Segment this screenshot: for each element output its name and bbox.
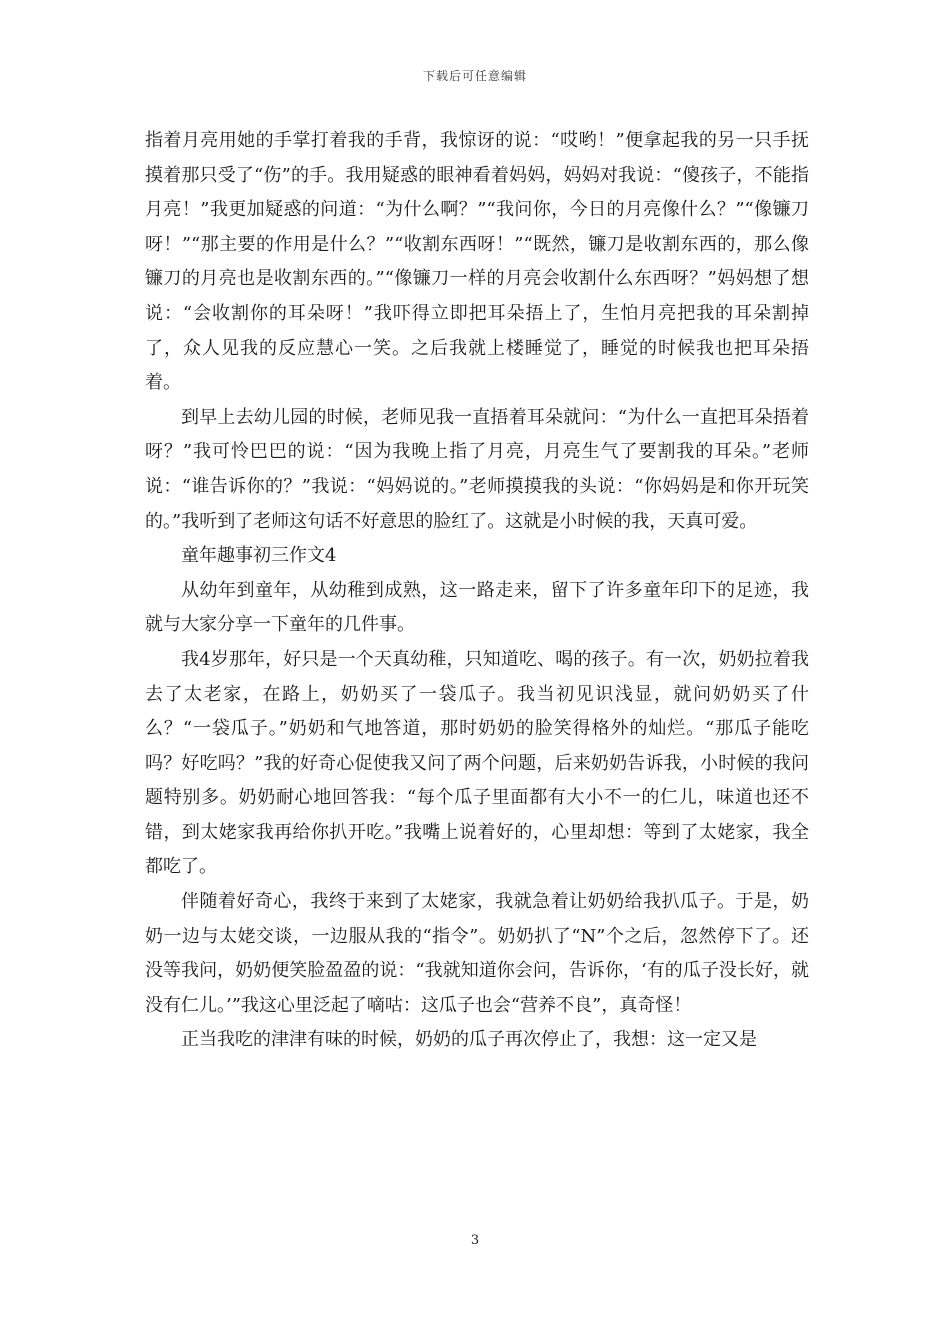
document-body: [145, 124, 809, 1058]
paragraph: 从幼年到童年，从幼稚到成熟，这一路走来，留下了许多童年印下的足迹，我就与大家分享一下童年的几件事。: [145, 579, 809, 636]
section-heading: 童年趣事初三作文4: [181, 545, 337, 567]
paragraph: 我4岁那年，好只是一个天真幼稚，只知道吃、喝的孩子。有一次，奶奶拉着我去了太老家，在路上，奶奶买了一袋瓜子。我当初见识浅显，就问奶奶买了什么？“一袋瓜子。”奶奶和气地答道，那时奶奶的脸笑得格外的灿烂。“那瓜子能吃吗？好吃吗？”我的好奇心促使我又问了两个问题，后来奶奶告诉我，小时候的我问题特别多。奶奶耐心地回答我：“每个瓜子里面都有大小不一的仁儿，味道也还不错，到太姥家我再给你扒开吃。”我嘴上说着好的，心里却想：等到了太姥家，我全都吃了。: [145, 648, 809, 878]
page-header: 下载后可任意编辑: [422, 69, 527, 83]
page-number: 3: [470, 1233, 480, 1248]
paragraph-continued: 指着月亮用她的手掌打着我的手背，我惊讶的说：“哎哟！”便拿起我的另一只手抚摸着那只受了“伤”的手。我用疑惑的眼神看着妈妈，妈妈对我说：“傻孩子，不能指月亮！”我更加疑惑的问道：“为什么啊？”“我问你，今日的月亮像什么？”“像镰刀呀！”“那主要的作用是什么？”“收割东西呀！”“既然，镰刀是收割东西的，那么像镰刀的月亮也是收割东西的。”“像镰刀一样的月亮会收割什么东西呀？”妈妈想了想说：“会收割你的耳朵呀！”我吓得立即把耳朵捂上了，生怕月亮把我的耳朵割掉了，众人见我的反应慧心一笑。之后我就上楼睡觉了，睡觉的时候我也把耳朵捂着。: [145, 130, 809, 394]
paragraph: 正当我吃的津津有味的时候，奶奶的瓜子再次停止了，我想：这一定又是: [181, 1029, 757, 1051]
paragraph: 到早上去幼儿园的时候，老师见我一直捂着耳朵就问：“为什么一直把耳朵捂着呀？”我可怜巴巴的说：“因为我晚上指了月亮，月亮生气了要割我的耳朵。”老师说：“谁告诉你的？”我说：“妈妈说的。”老师摸摸我的头说：“你妈妈是和你开玩笑的。”我听到了老师这句话不好意思的脸红了。这就是小时候的我，天真可爱。: [145, 406, 809, 532]
paragraph: 伴随着好奇心，我终于来到了太姥家，我就急着让奶奶给我扒瓜子。于是，奶奶一边与太姥交谈，一边服从我的“指令”。奶奶扒了“N”个之后，忽然停下了。还没等我问，奶奶便笑脸盈盈的说：“我就知道你会问，告诉你，‘有的瓜子没长好，就没有仁儿。’”我这心里泛起了嘀咕：这瓜子也会“营养不良”，真奇怪！: [145, 891, 809, 1016]
